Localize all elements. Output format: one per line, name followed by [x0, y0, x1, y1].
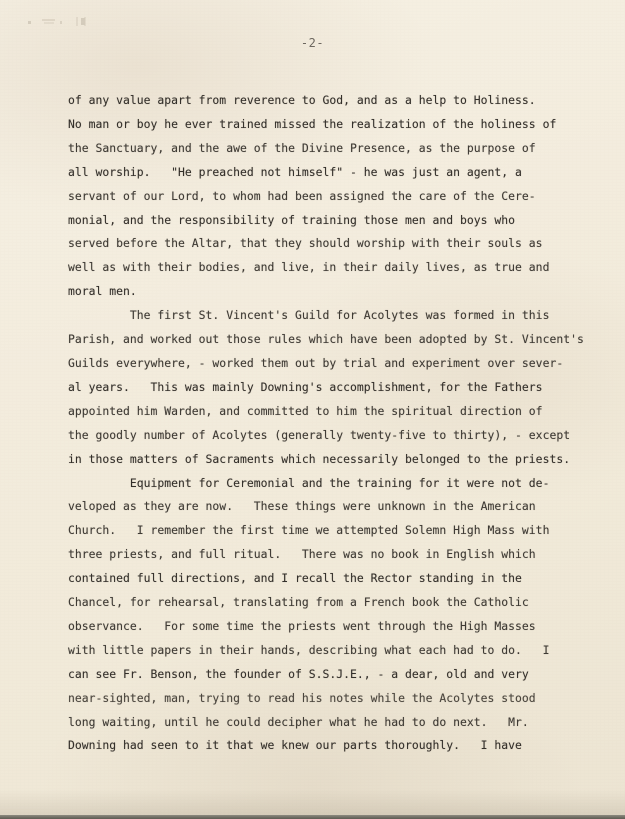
text-line: veloped as they are now. These things were unknown in the American: [68, 499, 536, 514]
text-line: Equipment for Ceremonial and the training for it were not de-: [68, 475, 550, 490]
text-line: monial, and the responsibility of training those men and boys who: [68, 212, 516, 227]
page-number-header: -2-: [300, 36, 325, 50]
text-line: in those matters of Sacraments which necessarily belonged to the priests.: [68, 451, 571, 466]
text-line: Parish, and worked out those rules which have been adopted by St. Vincent's: [68, 332, 584, 347]
text-line: moral men.: [68, 284, 137, 299]
text-line: contained full directions, and I recall the Rector standing in the: [68, 571, 522, 586]
text-line: long waiting, until he could decipher what he had to do next. Mr.: [68, 714, 529, 729]
page-bottom-shadow: [0, 789, 625, 815]
text-line: Downing had seen to it that we knew our parts thoroughly. I have: [68, 738, 522, 753]
text-line: Guilds everywhere, - worked them out by trial and experiment over sever-: [68, 355, 564, 370]
text-line: No man or boy he ever trained missed the realization of the holiness of: [68, 116, 557, 131]
text-line: appointed him Warden, and committed to him the spiritual direction of: [68, 403, 543, 418]
text-line: the goodly number of Acolytes (generally twenty-five to thirty), - except: [68, 427, 571, 442]
typewritten-body-text: [68, 89, 620, 758]
pencil-smudge-icon: [26, 14, 98, 30]
text-line: with little papers in their hands, describing what each had to do. I: [68, 642, 550, 657]
text-line: all worship. "He preached not himself" - he was just an agent, a: [68, 164, 522, 179]
text-line: well as with their bodies, and live, in their daily lives, as true and: [68, 260, 550, 275]
text-line: near-sighted, man, trying to read his notes while the Acolytes stood: [68, 690, 536, 705]
text-line: Church. I remember the first time we attempted Solemn High Mass with: [68, 523, 550, 538]
text-line: Chancel, for rehearsal, translating from a French book the Catholic: [68, 595, 529, 610]
text-line: can see Fr. Benson, the founder of S.S.J.E., - a dear, old and very: [68, 666, 529, 681]
text-line: The first St. Vincent's Guild for Acolytes was formed in this: [68, 308, 550, 323]
text-line: the Sanctuary, and the awe of the Divine Presence, as the purpose of: [68, 140, 536, 155]
text-line: of any value apart from reverence to God, and as a help to Holiness.: [68, 93, 536, 107]
text-line: served before the Altar, that they should worship with their souls as: [68, 236, 543, 251]
page-bottom-edge: [0, 815, 625, 819]
faded-pencil-marks: [26, 14, 98, 30]
text-line: observance. For some time the priests went through the High Masses: [68, 618, 536, 633]
text-line: servant of our Lord, to whom had been assigned the care of the Cere-: [68, 188, 536, 203]
text-line: three priests, and full ritual. There was no book in English which: [68, 547, 536, 562]
text-line: al years. This was mainly Downing's accomplishment, for the Fathers: [68, 379, 543, 394]
